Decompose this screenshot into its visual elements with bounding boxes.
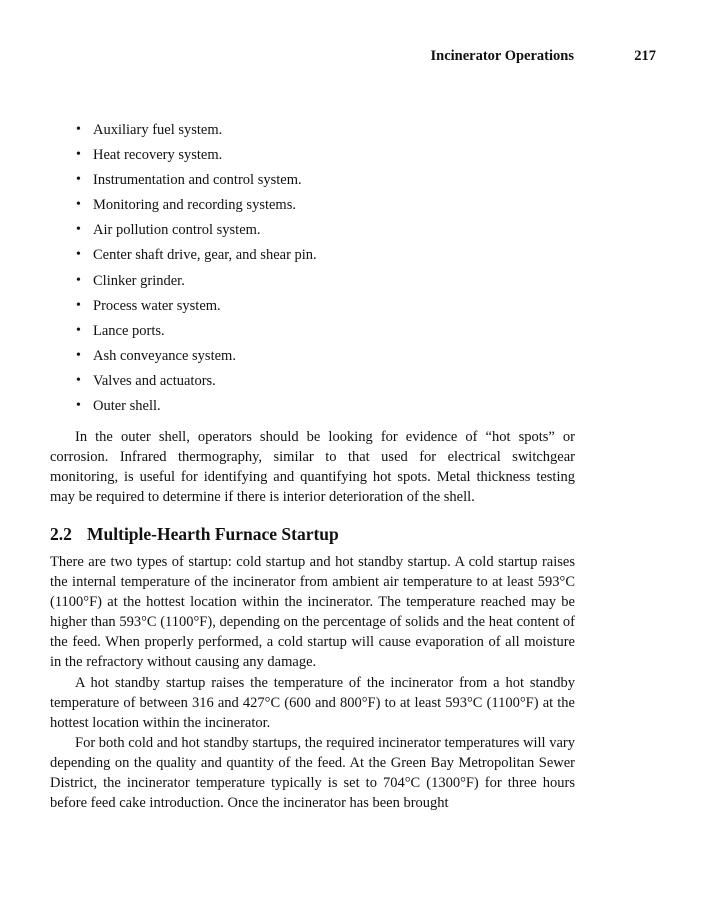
list-item [76,195,576,220]
list-item-text: Process water system. [93,297,221,314]
bullet-icon: • [76,222,81,238]
bullet-icon: • [76,272,81,288]
bullet-icon: • [76,398,81,414]
section-number: 2.2 [50,524,72,544]
list-item-text: Ash conveyance system. [93,347,236,364]
list-item [76,170,576,195]
list-item-text: Clinker grinder. [93,272,185,289]
hot-standby-paragraph: A hot standby startup raises the temperature of the incinerator from a hot standby temperature of between 316 and 427°C (600 and 800°F) to at least 593°C (1100°F) at the hottest location within the incinerator. [50,674,575,731]
outer-shell-paragraph: In the outer shell, operators should be looking for evidence of “hot spots” or corrosion. Infrared thermography, similar to that used for electrical switchgear monitoring, is useful for identifying and quantifying hot spots. Metal thickness testing may be required to determine if there is interior deterioration of the shell. [50,429,575,506]
bullet-icon: • [76,347,81,363]
list-item [76,145,576,170]
section-heading [50,524,575,545]
bullet-icon: • [76,197,81,213]
section-title: Multiple-Hearth Furnace Startup [87,524,339,544]
list-item [76,346,576,371]
list-item [76,220,576,245]
bullet-icon: • [76,172,81,188]
bullet-icon: • [76,372,81,388]
list-item-text: Auxiliary fuel system. [93,122,223,138]
list-item-text: Monitoring and recording systems. [93,197,296,214]
bullet-icon: • [76,122,81,137]
page-number: 217 [634,48,656,64]
list-item [76,120,576,145]
list-item-text: Valves and actuators. [93,372,216,389]
list-item [76,396,576,421]
list-item [76,296,576,321]
running-title: Incinerator Operations [430,48,574,64]
bullet-icon: • [76,247,81,263]
section-body [50,552,575,813]
page-header [0,48,707,68]
list-item [76,321,576,346]
list-item-text: Outer shell. [93,398,161,415]
both-startups-paragraph: For both cold and hot standby startups, the required incinerator temperatures will vary depending on the quality and quantity of the feed. At the Green Bay Metropolitan Sewer District, the incinerator temperature typically is set to 704°C (1300°F) for three hours before feed cake introduction. Once the incinerator has been brought [50,734,575,812]
bullet-icon: • [76,147,81,163]
list-item-text: Air pollution control system. [93,222,261,239]
list-item [76,271,576,296]
bullet-icon: • [76,297,81,313]
list-item-text: Heat recovery system. [93,147,223,164]
list-item-text: Center shaft drive, gear, and shear pin. [93,247,317,264]
bullet-icon: • [76,322,81,338]
startup-types-paragraph: There are two types of startup: cold startup and hot standby startup. A cold startup raises the internal temperature of the incinerator from ambient air temperature to at least 593°C (1100°F) at the hottest location within the incinerator. The temperature reached may be higher than 593°C (1100°F), depending on the percentage of solids and the heat content of the feed. When properly performed, a cold startup will cause evaporation of all moisture in the refractory without causing any damage. [50,554,575,671]
list-item-text: Instrumentation and control system. [93,172,302,189]
list-item [76,245,576,270]
list-item [76,371,576,396]
list-item-text: Lance ports. [93,322,165,339]
component-bullet-list [76,120,576,421]
